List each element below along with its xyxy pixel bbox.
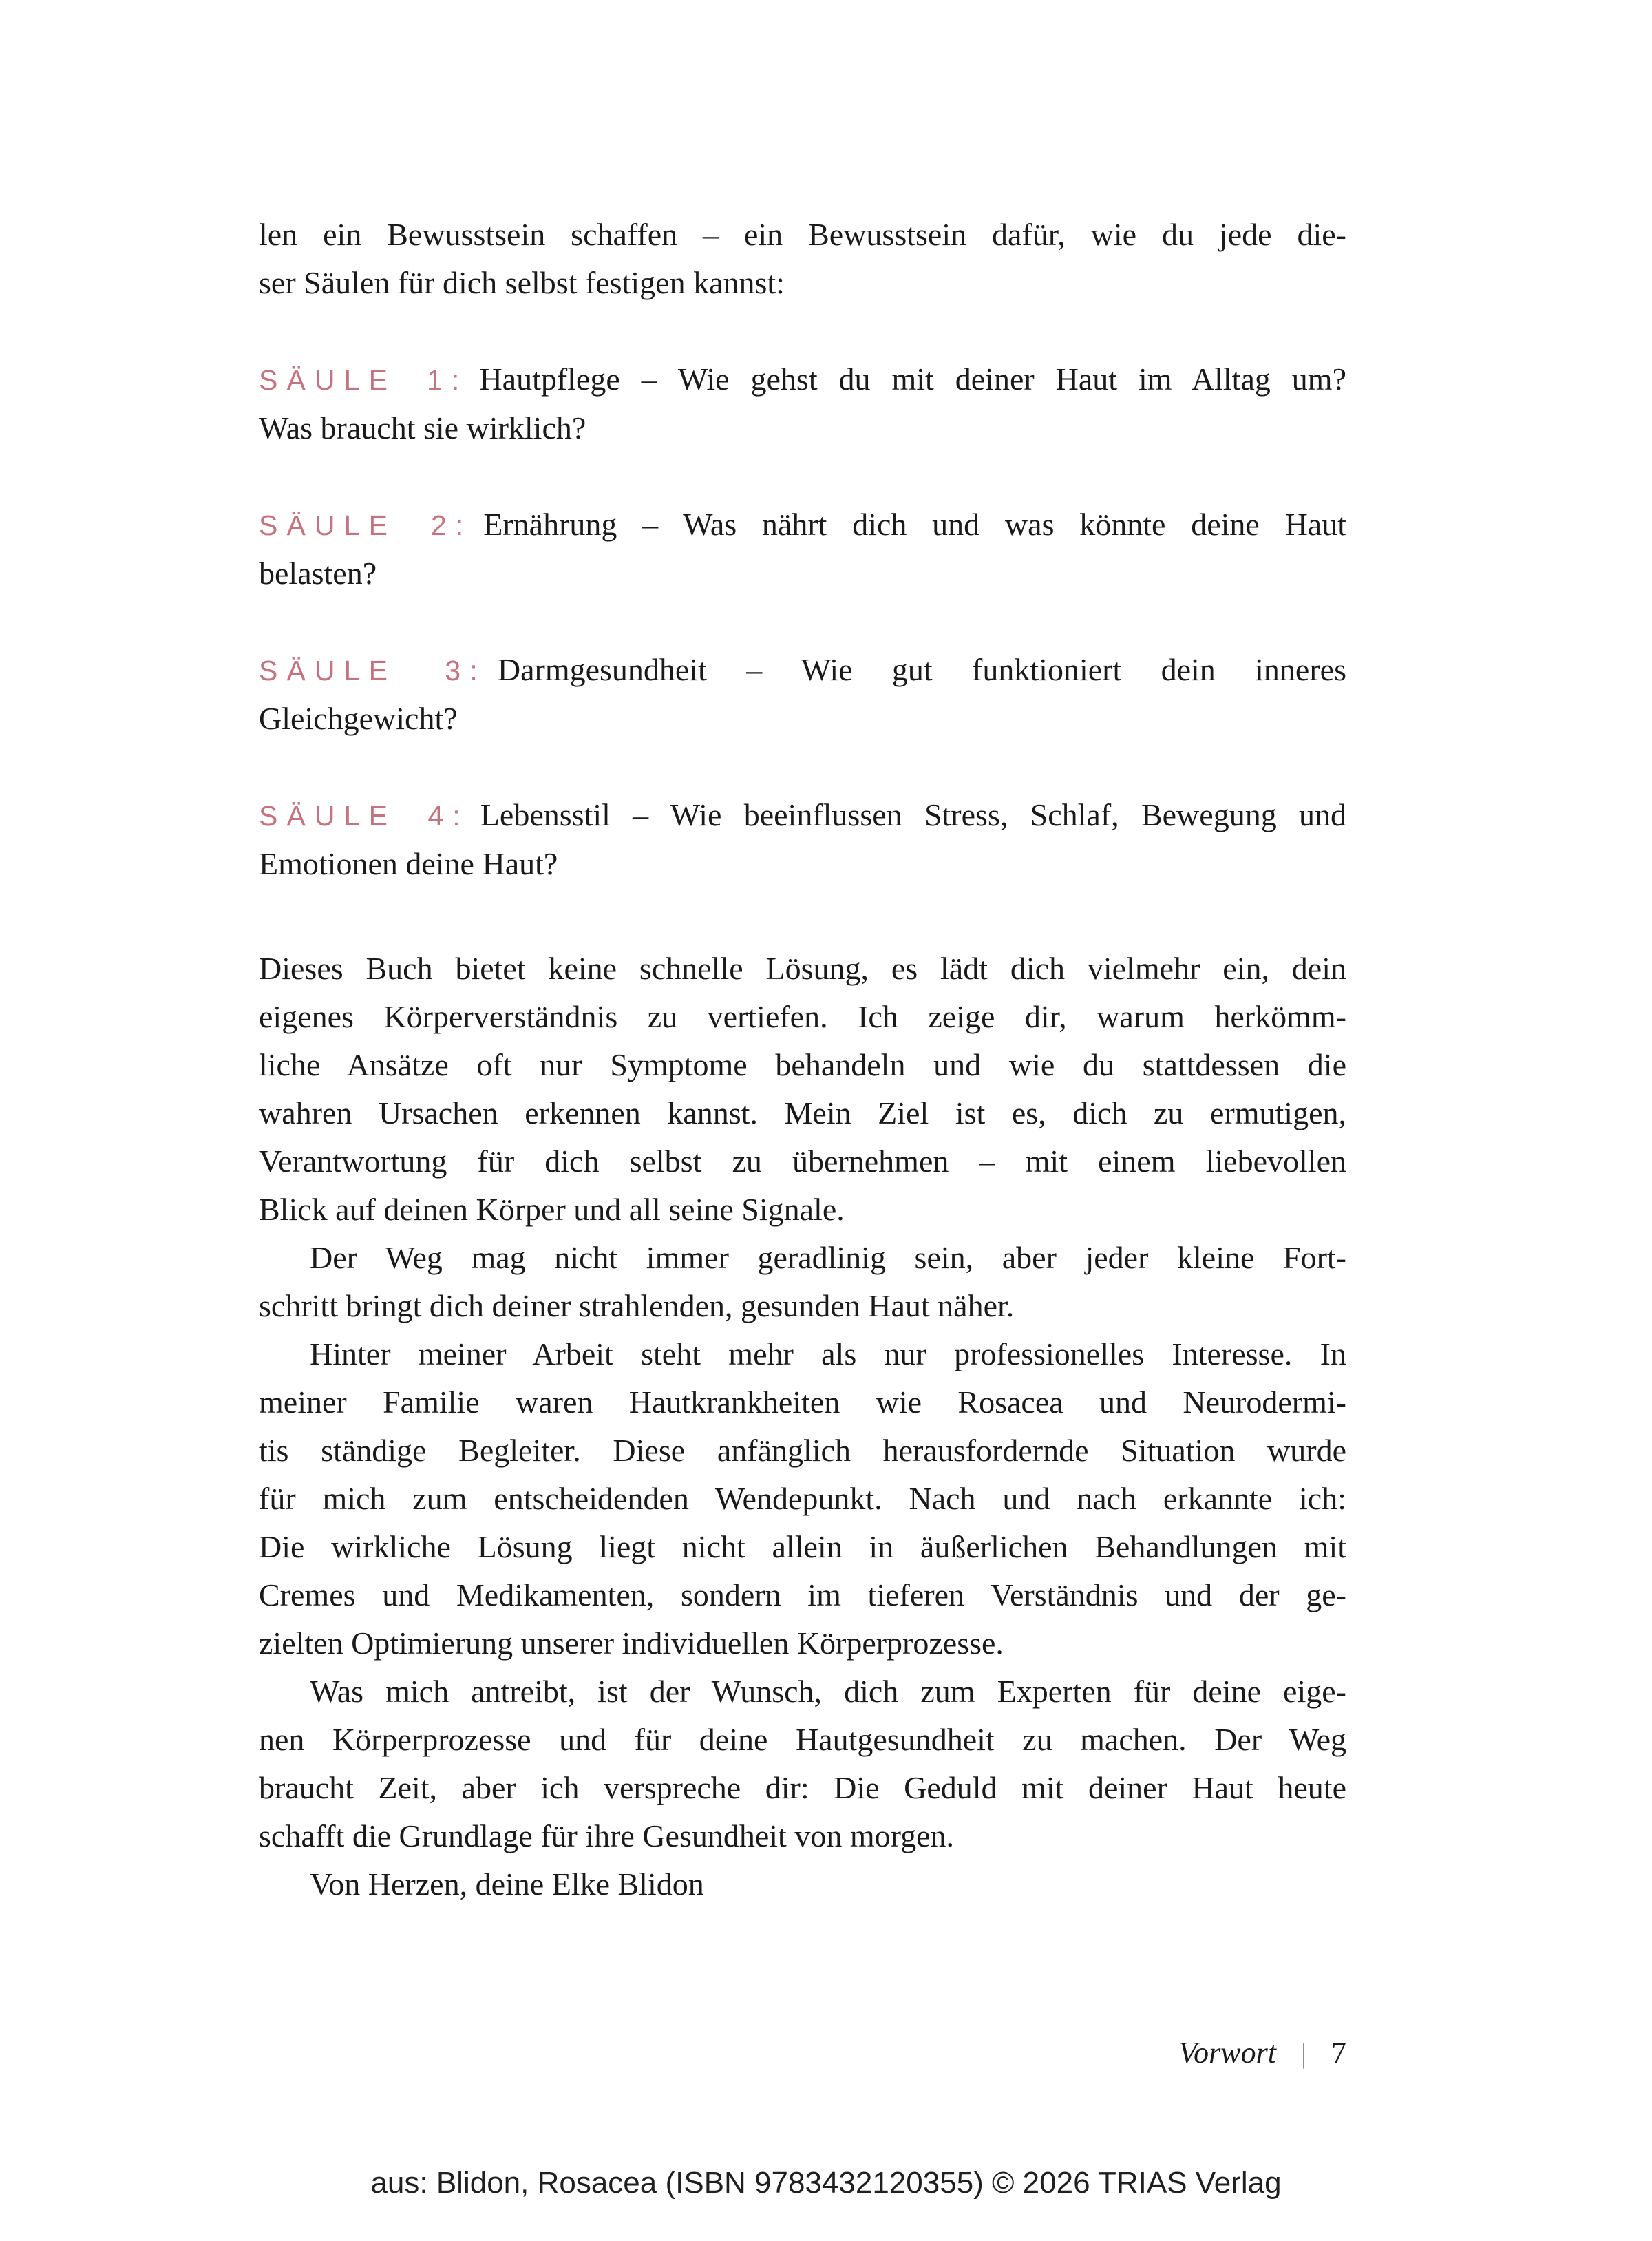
text-line: Cremes und Medikamenten, sondern im tieferen Verständnis und der ge- (259, 1577, 1346, 1612)
text-line (259, 355, 1346, 404)
imprint-line: aus: Blidon, Rosacea (ISBN 9783432120355) © 2026 TRIAS Verlag (370, 2166, 1282, 2200)
text-column (259, 211, 1346, 1908)
pillar-label: SÄULE 2: (259, 509, 473, 541)
text-line: braucht Zeit, aber ich verspreche dir: Die Geduld mit deiner Haut heute (259, 1770, 1346, 1805)
text-line: Die wirkliche Lösung liegt nicht allein in äußerlichen Behandlungen mit (259, 1529, 1346, 1564)
text-line: Der Weg mag nicht immer geradlinig sein, aber jeder kleine Fort- (310, 1240, 1346, 1275)
pillar-text: Lebensstil – Wie beeinflussen Stress, Schlaf, Bewegung und (480, 797, 1346, 832)
body-paragraph-1 (259, 945, 1346, 1234)
pillar-text: Darmgesundheit – Wie gut funktioniert dein inneres (497, 652, 1346, 687)
pillar-item-2 (259, 501, 1346, 598)
pillar-text: Ernährung – Was nährt dich und was könnte deine Haut (483, 507, 1346, 542)
text-line: len ein Bewusstsein schaffen – ein Bewusstsein dafür, wie du jede die- (259, 217, 1346, 252)
text-line: schafft die Grundlage für ihre Gesundheit von morgen. (259, 1818, 955, 1853)
text-line: ser Säulen für dich selbst festigen kannst: (259, 265, 785, 300)
text-line: Von Herzen, deine Elke Blidon (310, 1866, 704, 1902)
body-text (259, 945, 1346, 1908)
text-line: Emotionen deine Haut? (259, 846, 558, 881)
body-paragraph-3 (259, 1330, 1346, 1667)
text-line: Was braucht sie wirklich? (259, 410, 586, 445)
pillar-item-3 (259, 646, 1346, 743)
text-line: Was mich antreibt, ist der Wunsch, dich zum Experten für deine eige- (310, 1674, 1346, 1709)
pillar-item-1 (259, 355, 1346, 452)
text-line: schritt bringt dich deiner strahlenden, gesunden Haut näher. (259, 1288, 1015, 1323)
body-paragraph-2 (259, 1234, 1346, 1330)
text-line: Verantwortung für dich selbst zu übernehmen – mit einem liebevollen (259, 1144, 1346, 1179)
running-footer (1178, 2035, 1346, 2070)
intro-paragraph (259, 211, 1346, 307)
pillar-label: SÄULE 4: (259, 800, 469, 832)
text-line: belasten? (259, 556, 377, 591)
body-paragraph-5 (259, 1860, 1346, 1908)
text-line: meiner Familie waren Hautkrankheiten wie Rosacea und Neurodermi- (259, 1385, 1346, 1420)
text-line (259, 791, 1346, 840)
section-title: Vorwort (1178, 2036, 1276, 2070)
text-line: liche Ansätze oft nur Symptome behandeln und wie du stattdessen die (259, 1047, 1346, 1082)
text-line (259, 501, 1346, 549)
pillar-label: SÄULE 3: (259, 655, 487, 686)
footer-divider: | (1300, 2038, 1306, 2069)
text-line: wahren Ursachen erkennen kannst. Mein Ziel ist es, dich zu ermutigen, (259, 1095, 1346, 1130)
text-line: zielten Optimierung unserer individuellen Körperprozesse. (259, 1625, 1004, 1661)
text-line: für mich zum entscheidenden Wendepunkt. Nach und nach erkannte ich: (259, 1481, 1346, 1516)
text-line: Dieses Buch bietet keine schnelle Lösung, es lädt dich vielmehr ein, dein (259, 951, 1346, 986)
pillar-label: SÄULE 1: (259, 364, 469, 396)
pillar-item-4 (259, 791, 1346, 888)
text-line: nen Körperprozesse und für deine Hautgesundheit zu machen. Der Weg (259, 1722, 1346, 1757)
text-line: Gleichgewicht? (259, 701, 458, 736)
text-line: tis ständige Begleiter. Diese anfänglich herausfordernde Situation wurde (259, 1433, 1346, 1468)
pillar-text: Hautpflege – Wie gehst du mit deiner Haut im Alltag um? (479, 361, 1347, 397)
text-line: eigenes Körperverständnis zu vertiefen. Ich zeige dir, warum herkömm- (259, 999, 1346, 1034)
page-number: 7 (1331, 2036, 1346, 2070)
body-paragraph-4 (259, 1667, 1346, 1860)
text-line (259, 646, 1346, 695)
text-line: Blick auf deinen Körper und all seine Signale. (259, 1192, 845, 1227)
text-line: Hinter meiner Arbeit steht mehr als nur professionelles Interesse. In (310, 1336, 1346, 1371)
